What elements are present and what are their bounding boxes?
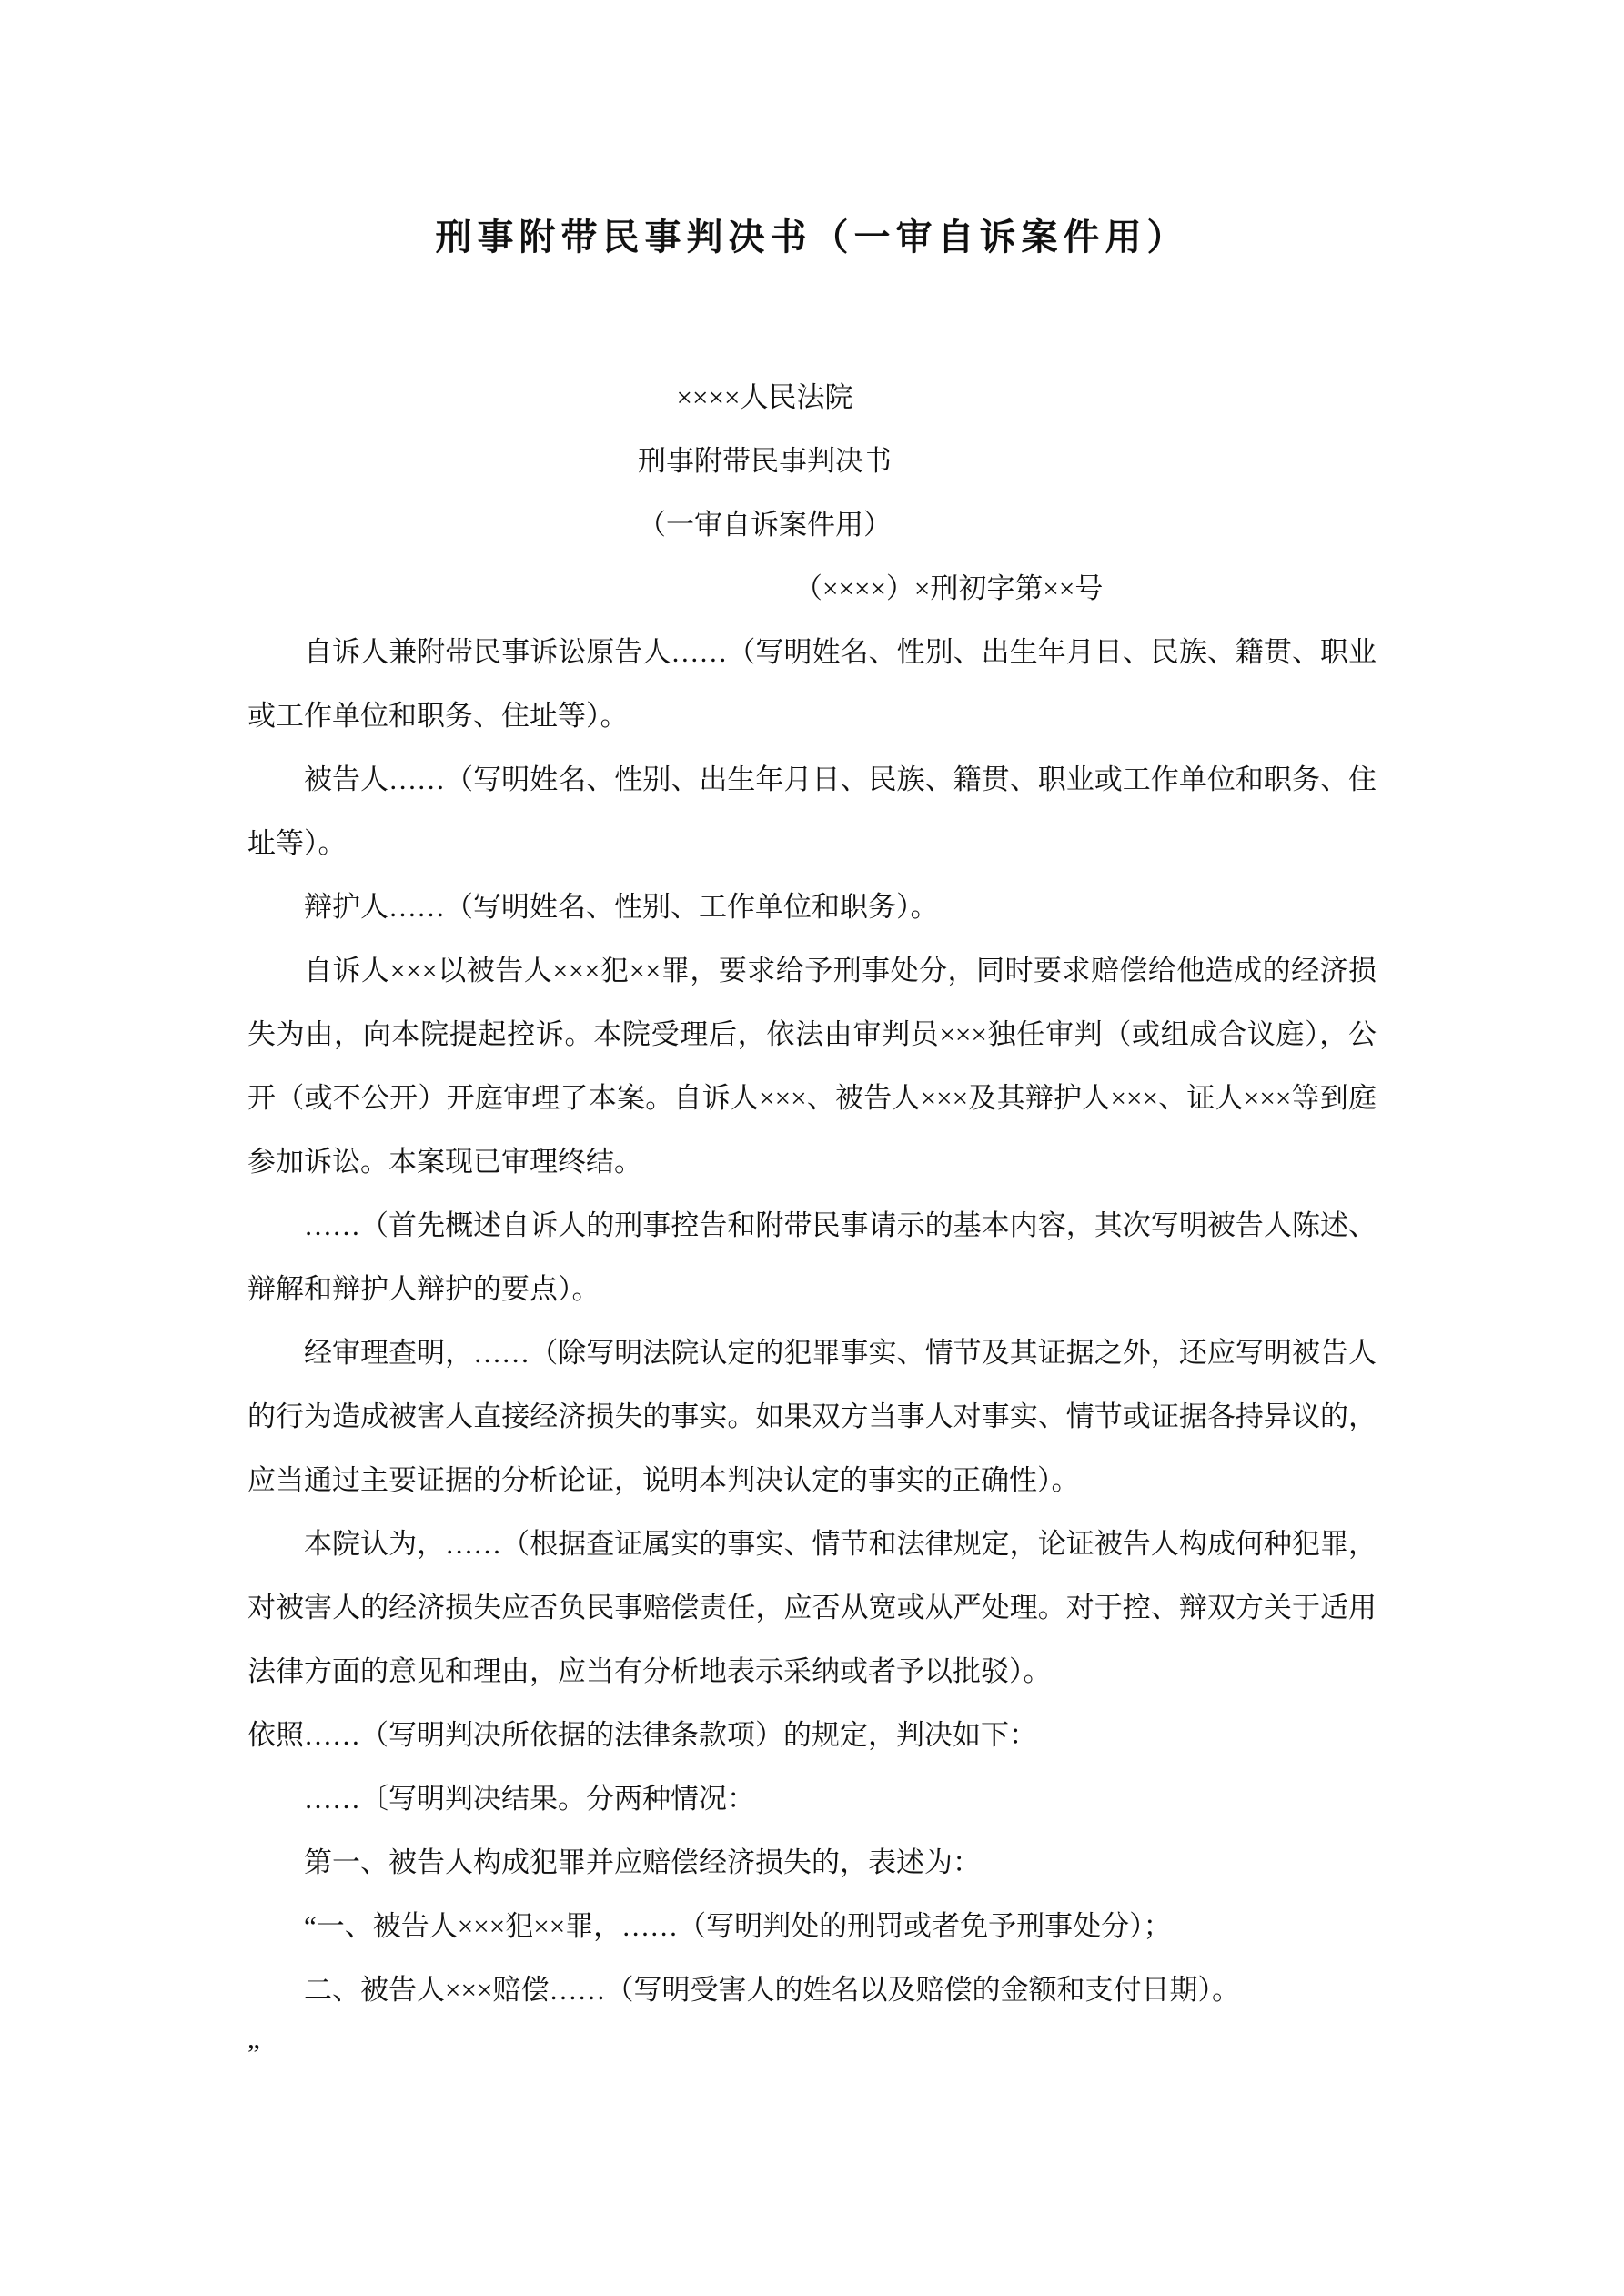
paragraph-judgment-result-note: ……〔写明判决结果。分两种情况： [304,1783,755,1815]
closing-quote: ” [247,2038,260,2069]
doc-usage-line: （一审自诉案件用） [638,509,892,541]
paragraph-claims-summary: ……（首先概述自诉人的刑事控告和附带民事请示的基本内容，其次写明被告人陈述、辩解和辩护人辩护的要点）。 [247,1209,1377,1305]
paragraph-facts-found: 经审理查明，……（除写明法院认定的犯罪事实、情节及其证据之外，还应写明被告人的行为造成被害人直接经济损失的事实。如果双方当事人对事实、情节或证据各持异议的，应当通过主要证据的分析论证，说明本判决认定的事实的正确性）。 [247,1337,1377,1496]
paragraph-defendant: 被告人……（写明姓名、性别、出生年月日、民族、籍贯、职业或工作单位和职务、住址等）。 [247,764,1377,859]
document-text-column [247,0,1377,2086]
paragraph-item-one: “一、被告人×××犯××罪，……（写明判处的刑罚或者免予刑事处分）； [304,1910,1172,1942]
paragraph-procedure: 自诉人×××以被告人×××犯××罪，要求给予刑事处分，同时要求赔偿给他造成的经济损失为由，向本院提起控诉。本院受理后，依法由审判员×××独任审判（或组成合议庭），公开（或不公开）开庭审理了本案。自诉人×××、被告人×××及其辩护人×××、证人×××等到庭参加诉讼。本案现已审理终结。 [247,955,1377,1178]
paragraph-legal-basis: 依照……（写明判决所依据的法律条款项）的规定，判决如下： [247,1719,1037,1751]
paragraph-plaintiff: 自诉人兼附带民事诉讼原告人……（写明姓名、性别、出生年月日、民族、籍贯、职业或工作单位和职务、住址等）。 [247,636,1377,732]
page-title: 刑事附带民事判决书（一审自诉案件用） [435,217,1189,258]
doc-type-line: 刑事附带民事判决书 [638,445,892,477]
paragraph-court-opinion: 本院认为，……（根据查证属实的事实、情节和法律规定，论证被告人构成何种犯罪，对被害人的经济损失应否负民事赔偿责任，应否从宽或从严处理。对于控、辩双方关于适用法律方面的意见和理由，应当有分析地表示采纳或者予以批驳）。 [247,1528,1377,1687]
case-number: （××××）×刑初字第××号 [794,572,1104,604]
paragraph-defender: 辩护人……（写明姓名、性别、工作单位和职务）。 [304,891,939,923]
paragraph-item-two: 二、被告人×××赔偿……（写明受害人的姓名以及赔偿的金额和支付日期）。 [304,1974,1240,2006]
court-name-line: ××××人民法院 [676,381,853,413]
paragraph-scenario-one: 第一、被告人构成犯罪并应赔偿经济损失的，表述为： [304,1846,981,1878]
